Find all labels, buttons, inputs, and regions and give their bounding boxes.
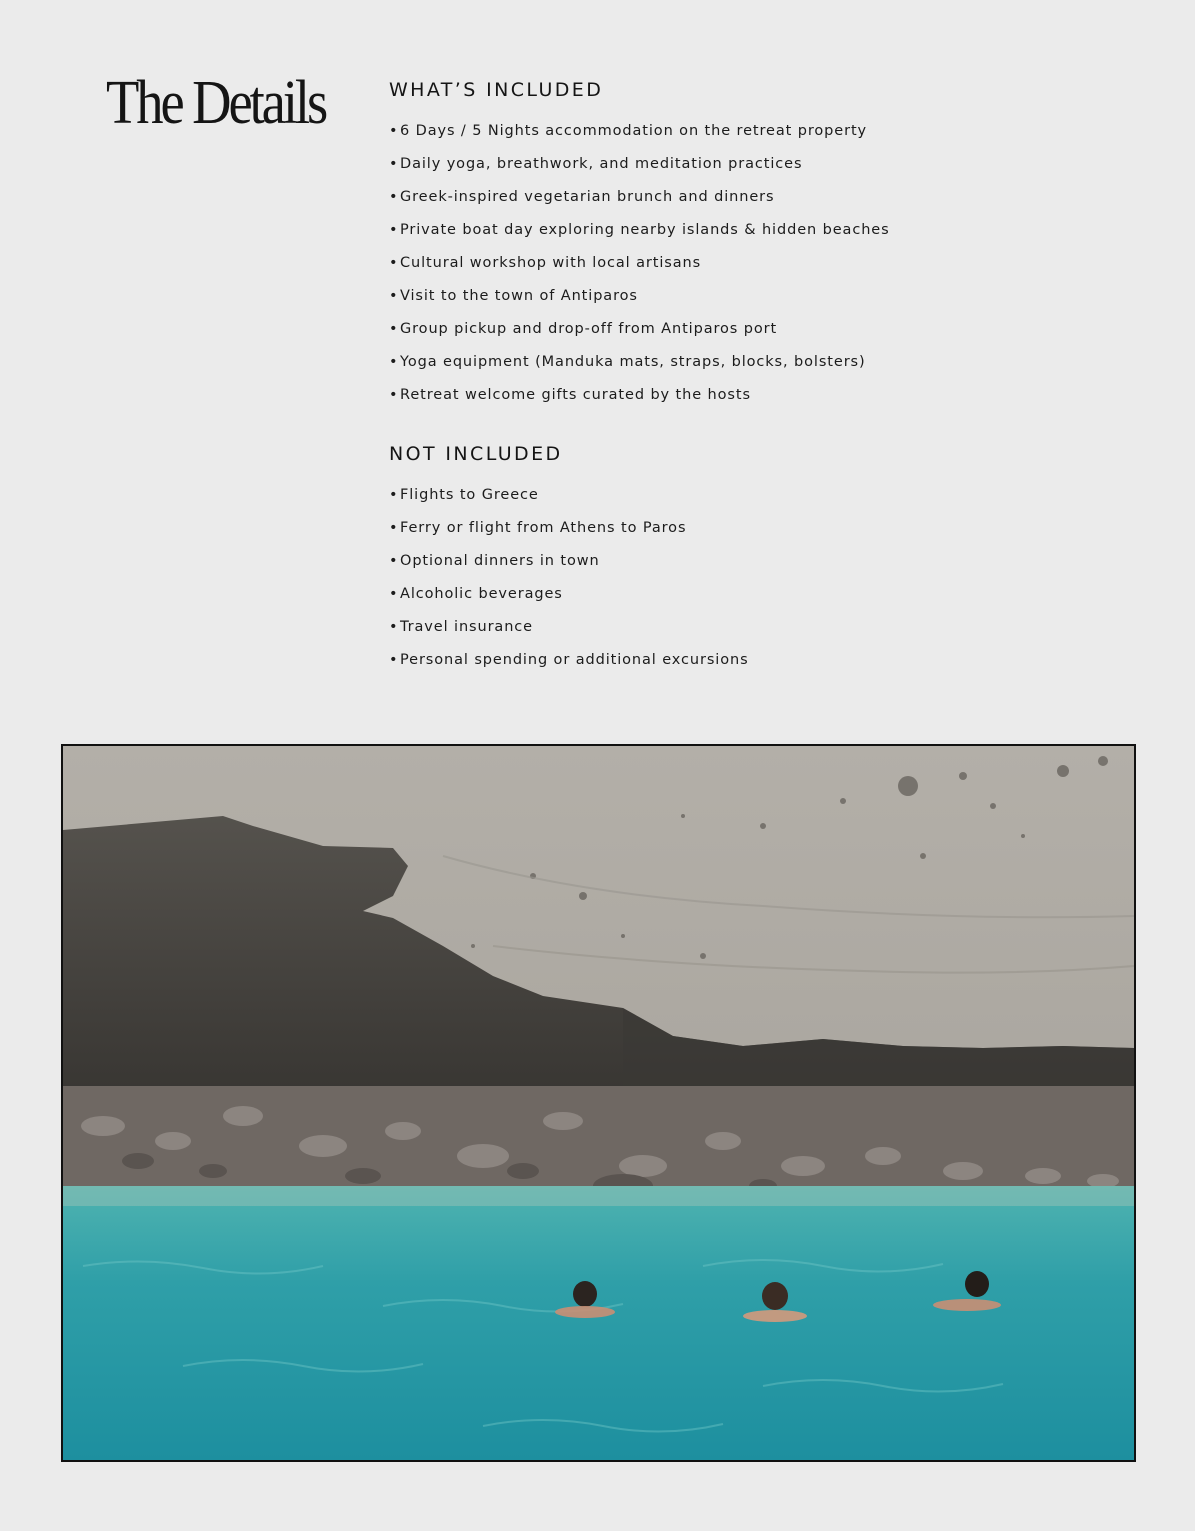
- list-item: [389, 181, 1149, 214]
- bullet-icon: •: [389, 321, 399, 337]
- bullet-icon: •: [389, 354, 399, 370]
- list-item-text: Daily yoga, breathwork, and meditation practices: [400, 156, 803, 172]
- list-item-text: Flights to Greece: [400, 487, 539, 503]
- list-item-text: Retreat welcome gifts curated by the hosts: [400, 387, 751, 403]
- bullet-icon: •: [389, 553, 399, 569]
- bullet-icon: •: [389, 255, 399, 271]
- list-item-text: Alcoholic beverages: [400, 586, 563, 602]
- list-item: [389, 644, 1149, 677]
- not-included-heading: NOT INCLUDED: [389, 443, 563, 465]
- list-item-text: Personal spending or additional excursions: [400, 652, 749, 668]
- list-item-text: Group pickup and drop-off from Antiparos port: [400, 321, 778, 337]
- page-title: The Details: [106, 69, 326, 137]
- list-item-text: 6 Days / 5 Nights accommodation on the retreat property: [400, 123, 868, 139]
- list-item-text: Greek-inspired vegetarian brunch and dinners: [400, 189, 775, 205]
- list-item: [389, 247, 1149, 280]
- list-item: [389, 313, 1149, 346]
- list-item: [389, 512, 1149, 545]
- list-item-text: Private boat day exploring nearby islands & hidden beaches: [400, 222, 890, 238]
- bullet-icon: •: [389, 387, 399, 403]
- list-item: [389, 479, 1149, 512]
- list-item: [389, 280, 1149, 313]
- bullet-icon: •: [389, 123, 399, 139]
- bullet-icon: •: [389, 520, 399, 536]
- bullet-icon: •: [389, 156, 399, 172]
- list-item: [389, 346, 1149, 379]
- list-item-text: Visit to the town of Antiparos: [400, 288, 638, 304]
- bullet-icon: •: [389, 222, 399, 238]
- list-item-text: Travel insurance: [400, 619, 534, 635]
- bullet-icon: •: [389, 619, 399, 635]
- list-item: [389, 545, 1149, 578]
- included-heading: WHAT’S INCLUDED: [389, 79, 604, 101]
- list-item: [389, 578, 1149, 611]
- list-item-text: Yoga equipment (Manduka mats, straps, blocks, bolsters): [400, 354, 866, 370]
- list-item-text: Ferry or flight from Athens to Paros: [400, 520, 687, 536]
- bullet-icon: •: [389, 652, 399, 668]
- bullet-icon: •: [389, 288, 399, 304]
- list-item: [389, 379, 1149, 412]
- list-item-text: Cultural workshop with local artisans: [400, 255, 702, 271]
- list-item: [389, 148, 1149, 181]
- included-list: [389, 115, 1149, 412]
- bullet-icon: •: [389, 487, 399, 503]
- not-included-list: [389, 479, 1149, 677]
- list-item: [389, 214, 1149, 247]
- not-included-section: [389, 442, 1149, 677]
- list-item: [389, 115, 1149, 148]
- list-item: [389, 611, 1149, 644]
- list-item-text: Optional dinners in town: [400, 553, 600, 569]
- bullet-icon: •: [389, 586, 399, 602]
- swimmers-cliff-photo: [61, 744, 1136, 1462]
- included-section: [389, 78, 1149, 412]
- bullet-icon: •: [389, 189, 399, 205]
